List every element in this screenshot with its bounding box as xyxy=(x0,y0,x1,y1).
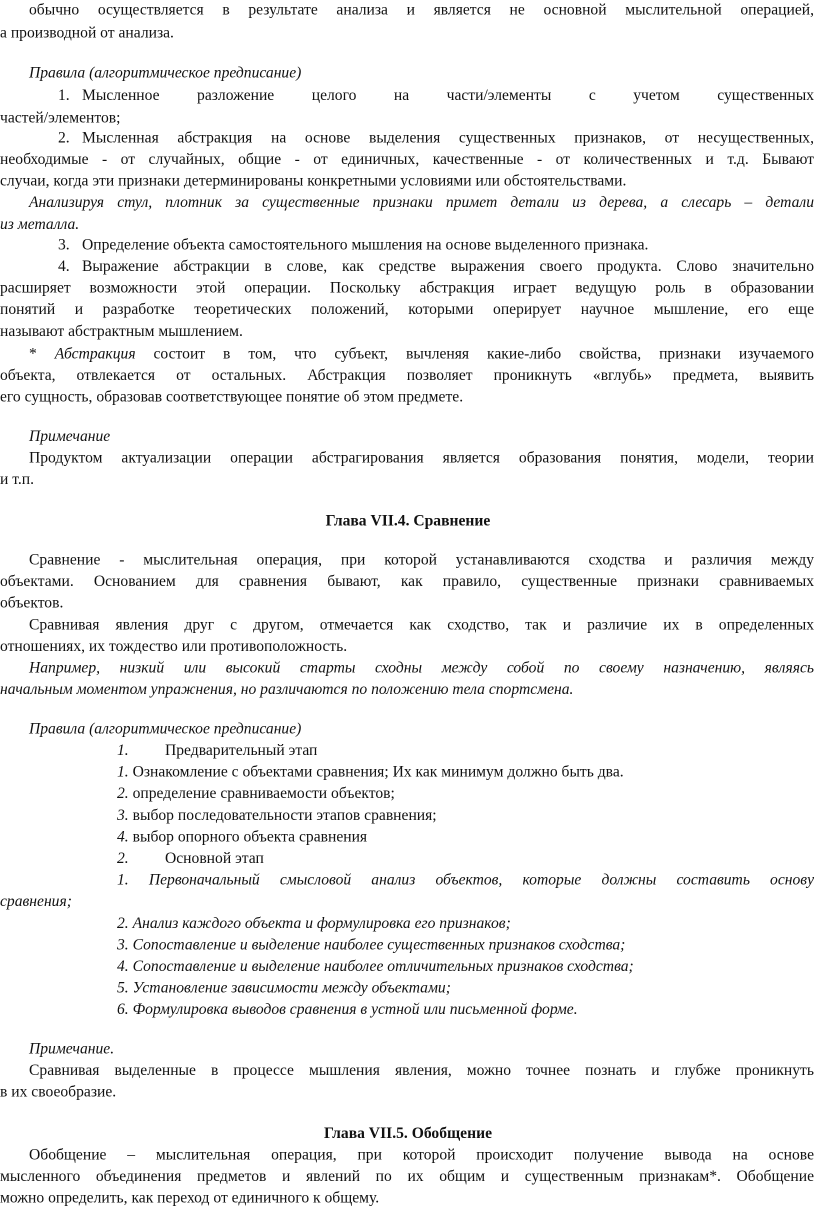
comparison-example-line-2: начальным моментом упражнения, но различаются по положению тела спортсмена. xyxy=(0,681,574,699)
rule-text: Выражение абстракции в слове, как средстве выражения своего продукта. Слово значительно xyxy=(82,258,814,275)
rule-4-line-2: расширяет возможности этой операции. Поскольку абстракция играет ведущую роль в образовании xyxy=(0,279,814,297)
comparison-p1-line-2: объектами. Основанием для сравнения бывают, как правило, существенные признаки сравниваемых xyxy=(0,573,814,591)
stage-2-step: 5. Установление зависимости между объектами; xyxy=(117,979,451,997)
rule-number: 1. xyxy=(58,87,70,105)
rule-4-line-4: называют абстрактным мышлением. xyxy=(0,323,243,340)
abstraction-text: состоит в том, что субъект, вычленяя какие-либо свойства, признаки изучаемого xyxy=(135,345,814,363)
note-line-2: в их своеобразие. xyxy=(0,1083,117,1101)
step-number: 3. xyxy=(117,807,129,824)
rule-4-line-1 xyxy=(0,256,814,278)
rule-number: 2. xyxy=(58,129,70,147)
note-heading: Примечание xyxy=(29,428,111,445)
step-text: выбор опорного объекта сравнения xyxy=(128,828,368,846)
stage-label: Предварительный этап xyxy=(165,742,318,759)
rule-text: Мысленная абстракция на основе выделения существенных признаков, от несущественных, xyxy=(82,129,814,147)
rule-3-line-1 xyxy=(0,235,814,257)
step-number: 4. xyxy=(117,828,129,846)
note-line-2: и т.п. xyxy=(0,471,35,488)
chapter-title: Глава VII.5. Обобщение xyxy=(323,1125,492,1142)
comparison-p2-line-1: Сравнивая явления друг с другом, отмечается как сходство, так и различие их в определенных xyxy=(29,616,814,634)
chapter-title: Глава VII.4. Сравнение xyxy=(325,512,491,530)
step-number: 2. xyxy=(117,785,129,803)
generalization-line-3: можно определить, как переход от единичного к общему. xyxy=(0,1189,380,1207)
step-text: Ознакомление с объектами сравнения; Их как минимум должно быть два. xyxy=(128,763,624,781)
intro-line-2: а производной от анализа. xyxy=(0,24,174,42)
stage-2-step: 4. Сопоставление и выделение наиболее отличительных признаков сходства; xyxy=(117,958,634,975)
example-line-2: из металла. xyxy=(0,215,80,233)
intro-line-1: обычно осуществляется в результате анализа и является не основной мыслительной операцией, xyxy=(29,1,814,19)
comparison-p1-line-3: объектов. xyxy=(0,594,64,612)
stage-1 xyxy=(117,740,807,762)
comparison-p2-line-2: отношениях, их тождество или противоположность. xyxy=(0,638,348,655)
stage-2-step: 3. Сопоставление и выделение наиболее существенных признаков сходства; xyxy=(117,936,626,954)
comparison-example-line-1: Например, низкий или высокий старты сходны между собой по своему назначению, являясь xyxy=(29,659,814,677)
rule-text: Определение объекта самостоятельного мышления на основе выделенного признака. xyxy=(82,236,649,254)
rule-2-line-3: случаи, когда эти признаки детерминированы конкретными условиями или обстоятельствами. xyxy=(0,172,627,190)
rules-heading: Правила (алгоритмическое предписание) xyxy=(29,64,302,82)
asterisk: * xyxy=(29,345,55,363)
step-text: выбор последовательности этапов сравнения; xyxy=(128,807,437,824)
generalization-line-1: Обобщение – мыслительная операция, при которой происходит получение вывода на основе xyxy=(29,1146,814,1164)
rule-2-line-2: необходимые - от случайных, общие - от единичных, качественные - от количественных и т.д. Бывают xyxy=(0,151,814,168)
note-line-1: Продуктом актуализации операции абстрагирования является образования понятия, модели, теории xyxy=(29,449,814,467)
stage-2-step-1-line-1: 1. Первоначальный смысловой анализ объектов, которые должны составить основу xyxy=(117,871,814,889)
stage-2-step: 6. Формулировка выводов сравнения в устной или письменной форме. xyxy=(117,1001,578,1019)
abstraction-line-3: его сущность, образовав соответствующее понятие об этом предмете. xyxy=(0,388,464,406)
note-line-1: Сравнивая выделенные в процессе мышления явления, можно точнее познать и глубже проникнуть xyxy=(29,1062,814,1079)
step-text: определение сравниваемости объектов; xyxy=(128,785,395,803)
abstraction-line-2: объекта, отвлекается от остальных. Абстракция позволяет проникнуть «вглубь» предмета, выявить xyxy=(0,367,814,384)
rule-number: 3. xyxy=(58,236,70,254)
stage-2 xyxy=(117,848,807,870)
stage-label: Основной этап xyxy=(165,850,264,867)
note-heading: Примечание. xyxy=(29,1040,115,1058)
comparison-p1-line-1: Сравнение - мыслительная операция, при которой устанавливаются сходства и различия между xyxy=(29,551,814,569)
rule-1-line-2: частей/элементов; xyxy=(0,109,121,127)
stage-number: 1. xyxy=(117,742,129,759)
stage-2-step-1-line-2: сравнения; xyxy=(0,893,72,911)
stage-1-step xyxy=(117,805,807,827)
abstraction-term: Абстракция xyxy=(54,345,136,363)
step-number: 1. xyxy=(117,763,129,781)
stage-number: 2. xyxy=(117,850,129,867)
rule-number: 4. xyxy=(58,258,70,275)
rule-4-line-3: понятий и разработке теоретических положений, которыми оперирует научное мышление, его еще xyxy=(0,301,814,319)
abstraction-line-1 xyxy=(0,344,814,366)
stage-2-step: 2. Анализ каждого объекта и формулировка его признаков; xyxy=(117,915,511,932)
rule-text: Мысленное разложение целого на части/элементы с учетом существенных xyxy=(82,87,814,105)
rule-2-line-1 xyxy=(0,128,814,150)
example-line-1: Анализируя стул, плотник за существенные признаки примет детали из дерева, а слесарь – детали xyxy=(29,194,814,212)
rule-1-line-1 xyxy=(0,85,814,107)
generalization-line-2: мысленного объединения предметов и явлений по их общим и существенным признакам*. Обобщение xyxy=(0,1168,814,1186)
stage-1-step xyxy=(117,827,807,849)
rules-heading: Правила (алгоритмическое предписание) xyxy=(29,720,302,738)
stage-1-step xyxy=(117,783,807,805)
stage-1-step xyxy=(117,762,807,784)
